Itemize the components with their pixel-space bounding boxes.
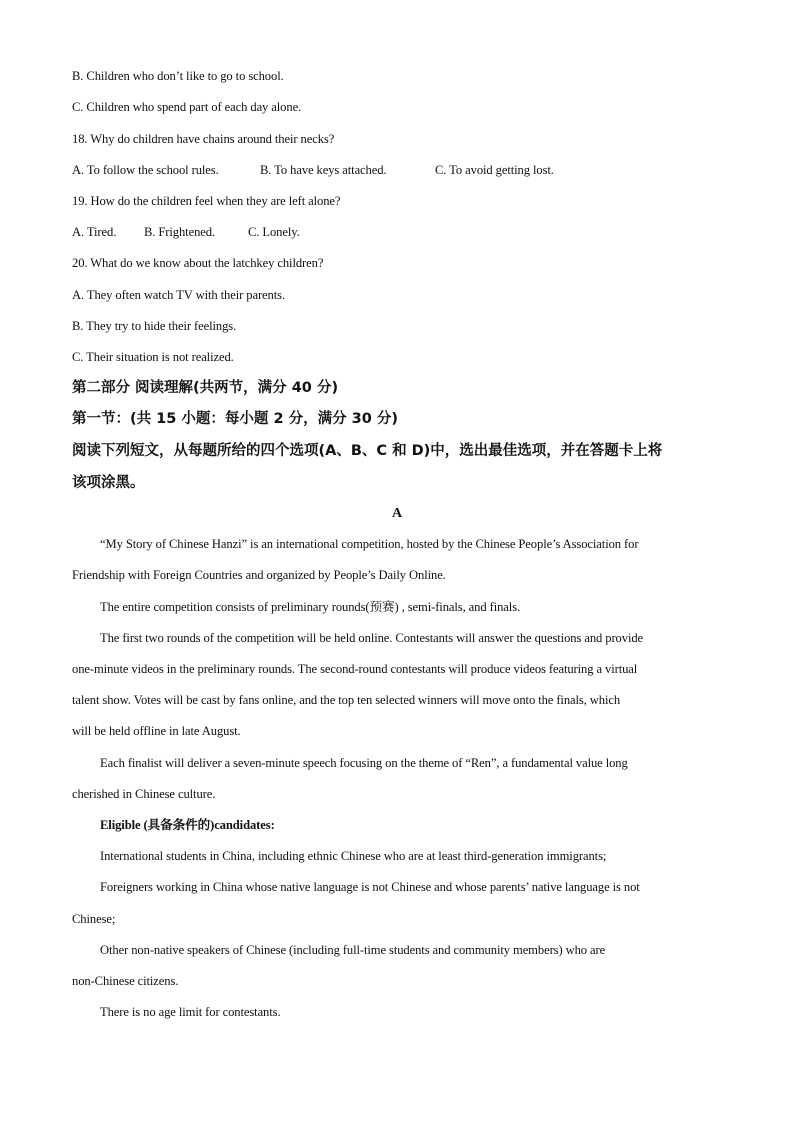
eligible-item-1: International students in China, including ethnic Chinese who are at least third-generation immigrants; [100, 849, 607, 863]
passage-label: A [391, 506, 403, 521]
reading-part-title: 第二部分 阅读理解(共两节，满分 40 分) [72, 380, 339, 396]
eligible-item-3-line2: non-Chinese citizens. [72, 974, 179, 988]
q18-options [72, 162, 554, 178]
p1-line2: Friendship with Foreign Countries and organized by People’s Daily Online. [72, 568, 446, 582]
eligible-candidates-label: Eligible (具备条件的)candidates: [100, 818, 275, 832]
q19-options [72, 224, 300, 240]
p3-line3: talent show. Votes will be cast by fans online, and the top ten selected winners will move onto the finals, which [72, 693, 621, 707]
reading-instruction-line1: 阅读下列短文，从每题所给的四个选项(A、B、C 和 D)中，选出最佳选项，并在答题卡上将 [72, 443, 663, 459]
q20-option-b: B. They try to hide their feelings. [72, 319, 237, 333]
reading-section-title: 第一节：(共 15 小题：每小题 2 分，满分 30 分) [72, 411, 398, 427]
q19-option-c: C. Lonely. [248, 225, 300, 239]
p3-line1: The first two rounds of the competition will be held online. Contestants will answer the questions and provide [100, 631, 644, 645]
eligible-item-2-line2: Chinese; [72, 912, 116, 926]
q19-option-b: B. Frightened. [144, 225, 216, 239]
q19-question: 19. How do the children feel when they are left alone? [72, 194, 341, 208]
p3-line4: will be held offline in late August. [72, 724, 241, 738]
p4-line2: cherished in Chinese culture. [72, 787, 216, 801]
reading-instruction-line2: 该项涂黑。 [72, 475, 145, 491]
eligible-item-2-line1: Foreigners working in China whose native language is not Chinese and whose parents’ native language is not [100, 880, 640, 894]
p4-line1: Each finalist will deliver a seven-minute speech focusing on the theme of “Ren”, a fundamental value long [100, 756, 628, 770]
q17-option-c: C. Children who spend part of each day alone. [72, 100, 302, 114]
p2-line1: The entire competition consists of preliminary rounds(预赛) , semi-finals, and finals. [100, 600, 521, 614]
q17-option-b: B. Children who don’t like to go to school. [72, 69, 284, 83]
age-limit-note: There is no age limit for contestants. [100, 1005, 281, 1019]
q18-option-a: A. To follow the school rules. [72, 163, 219, 177]
p3-line2: one-minute videos in the preliminary rounds. The second-round contestants will produce videos featuring a virtual [72, 662, 638, 676]
q20-question: 20. What do we know about the latchkey children? [72, 256, 324, 270]
q18-option-c: C. To avoid getting lost. [435, 163, 554, 177]
q18-option-b: B. To have keys attached. [260, 163, 387, 177]
q20-option-a: A. They often watch TV with their parents. [72, 288, 285, 302]
q20-option-c: C. Their situation is not realized. [72, 350, 234, 364]
q19-option-a: A. Tired. [72, 225, 117, 239]
q18-question: 18. Why do children have chains around their necks? [72, 132, 335, 146]
p1-line1: “My Story of Chinese Hanzi” is an international competition, hosted by the Chinese People’s Association for [100, 537, 639, 551]
eligible-item-3-line1: Other non-native speakers of Chinese (including full-time students and community members) who are [100, 943, 606, 957]
